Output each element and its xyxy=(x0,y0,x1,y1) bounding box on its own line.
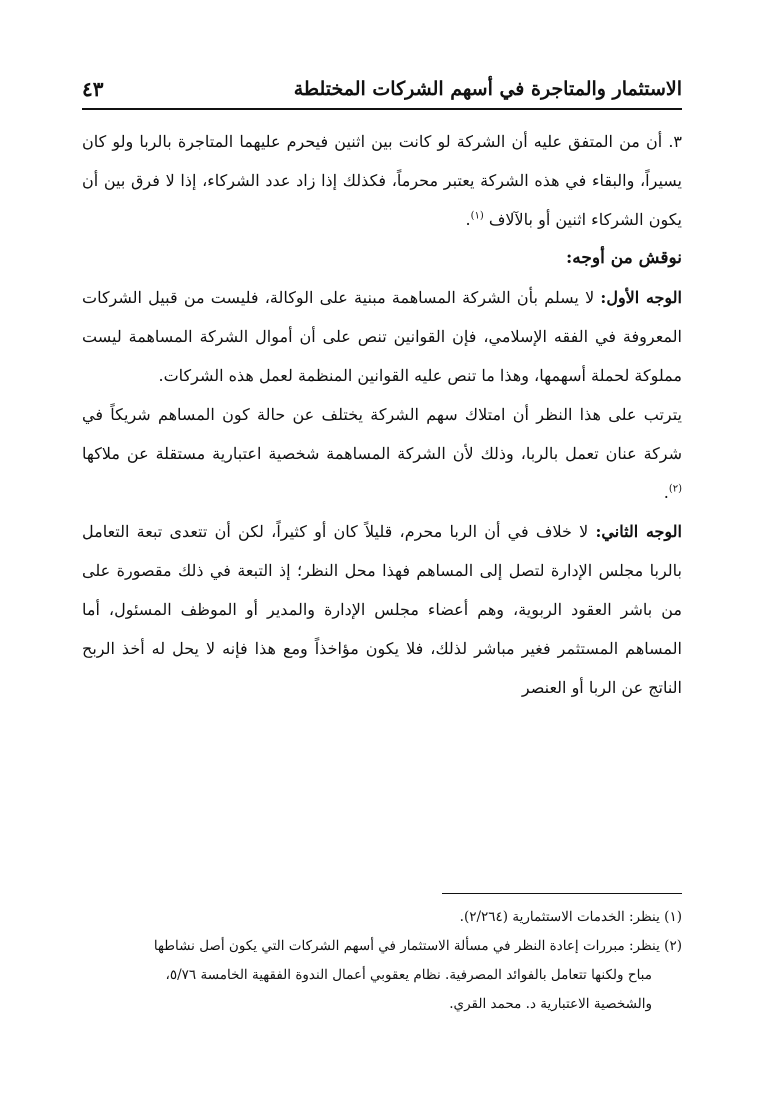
body-text xyxy=(82,122,682,707)
paragraph-end: . xyxy=(663,483,669,502)
footnote-2-line-3: والشخصية الاعتبارية د. محمد القري. xyxy=(449,996,652,1012)
header-title: الاستثمار والمتاجرة في أسهم الشركات المختلطة xyxy=(293,78,682,100)
paragraph-text: ٣. أن من المتفق عليه أن الشركة لو كانت بين اثنين فيحرم عليهما المتاجرة بالربا ولو كان يسيراً، والبقاء في هذه الشركة يعتبر محرماً، فكذلك إذا زاد عدد الشركاء، إذا لا فرق بين أن يكون الشركاء اثنين أو بالآلاف xyxy=(82,132,682,229)
header-rule xyxy=(82,108,682,110)
paragraph-point-3 xyxy=(82,122,682,239)
footnote-2-line-1: (٢) ينظر: مبررات إعادة النظر في مسألة الاستثمار في أسهم الشركات التي يكون أصل نشاطها xyxy=(153,938,682,954)
page-number: ٤٣ xyxy=(82,77,104,101)
paragraph-text: يترتب على هذا النظر أن امتلاك سهم الشركة يختلف عن حالة كون المساهم شريكاً في شركة عنان تعمل بالربا، وذلك لأن الشركة المساهمة شخصية اعتبارية مستقلة عن ملاكها xyxy=(82,405,682,463)
second-aspect-label: الوجه الثاني: xyxy=(595,522,683,541)
footnote-ref-1[interactable]: (١) xyxy=(470,210,484,222)
footnote-ref-2[interactable]: (٢) xyxy=(668,483,682,495)
section-heading: نوقش من أوجه: xyxy=(565,248,682,268)
first-aspect-label: الوجه الأول: xyxy=(600,288,682,307)
paragraph-text: لا يسلم بأن الشركة المساهمة مبنية على الوكالة، فليست من قبيل الشركات المعروفة في الفقه الإسلامي، فإن القوانين تنص على أن أموال الشركة المساهمة ليست مملوكة لحملة أسهمها، وهذا ما تنص عليه القوانين المنظمة لعمل هذه الشركات. xyxy=(82,288,682,385)
footnote-2-line-2: مباح ولكنها تتعامل بالفوائد المصرفية. نظام يعقوبي أعمال الندوة الفقهية الخامسة ٥/٧٦، xyxy=(165,967,652,983)
footnote-1: (١) ينظر: الخدمات الاستثمارية (٢/٢٦٤). xyxy=(459,909,682,925)
paragraph-consequence xyxy=(82,395,682,512)
paragraph-text: لا خلاف في أن الربا محرم، قليلاً كان أو كثيراً، لكن أن تتعدى تبعة التعامل بالربا مجلس الإدارة لتصل إلى المساهم فهذا محل النظر؛ إذ التبعة في ذلك مقصورة على من باشر العقود الربوية، وهم أعضاء مجلس الإدارة والمدير أو الموظف المسئول، أما المساهم المستثمر فغير مباشر لذلك، فلا يكون مؤاخذاً ومع هذا فإنه لا يحل له أخذ الربح الناتج عن الربا أو العنصر xyxy=(82,522,682,697)
running-header xyxy=(82,72,682,106)
footnotes xyxy=(82,903,682,1019)
paragraph-end: . xyxy=(465,210,471,229)
paragraph-second-aspect xyxy=(82,512,682,707)
footnote-separator xyxy=(442,893,682,894)
paragraph-first-aspect xyxy=(82,278,682,395)
